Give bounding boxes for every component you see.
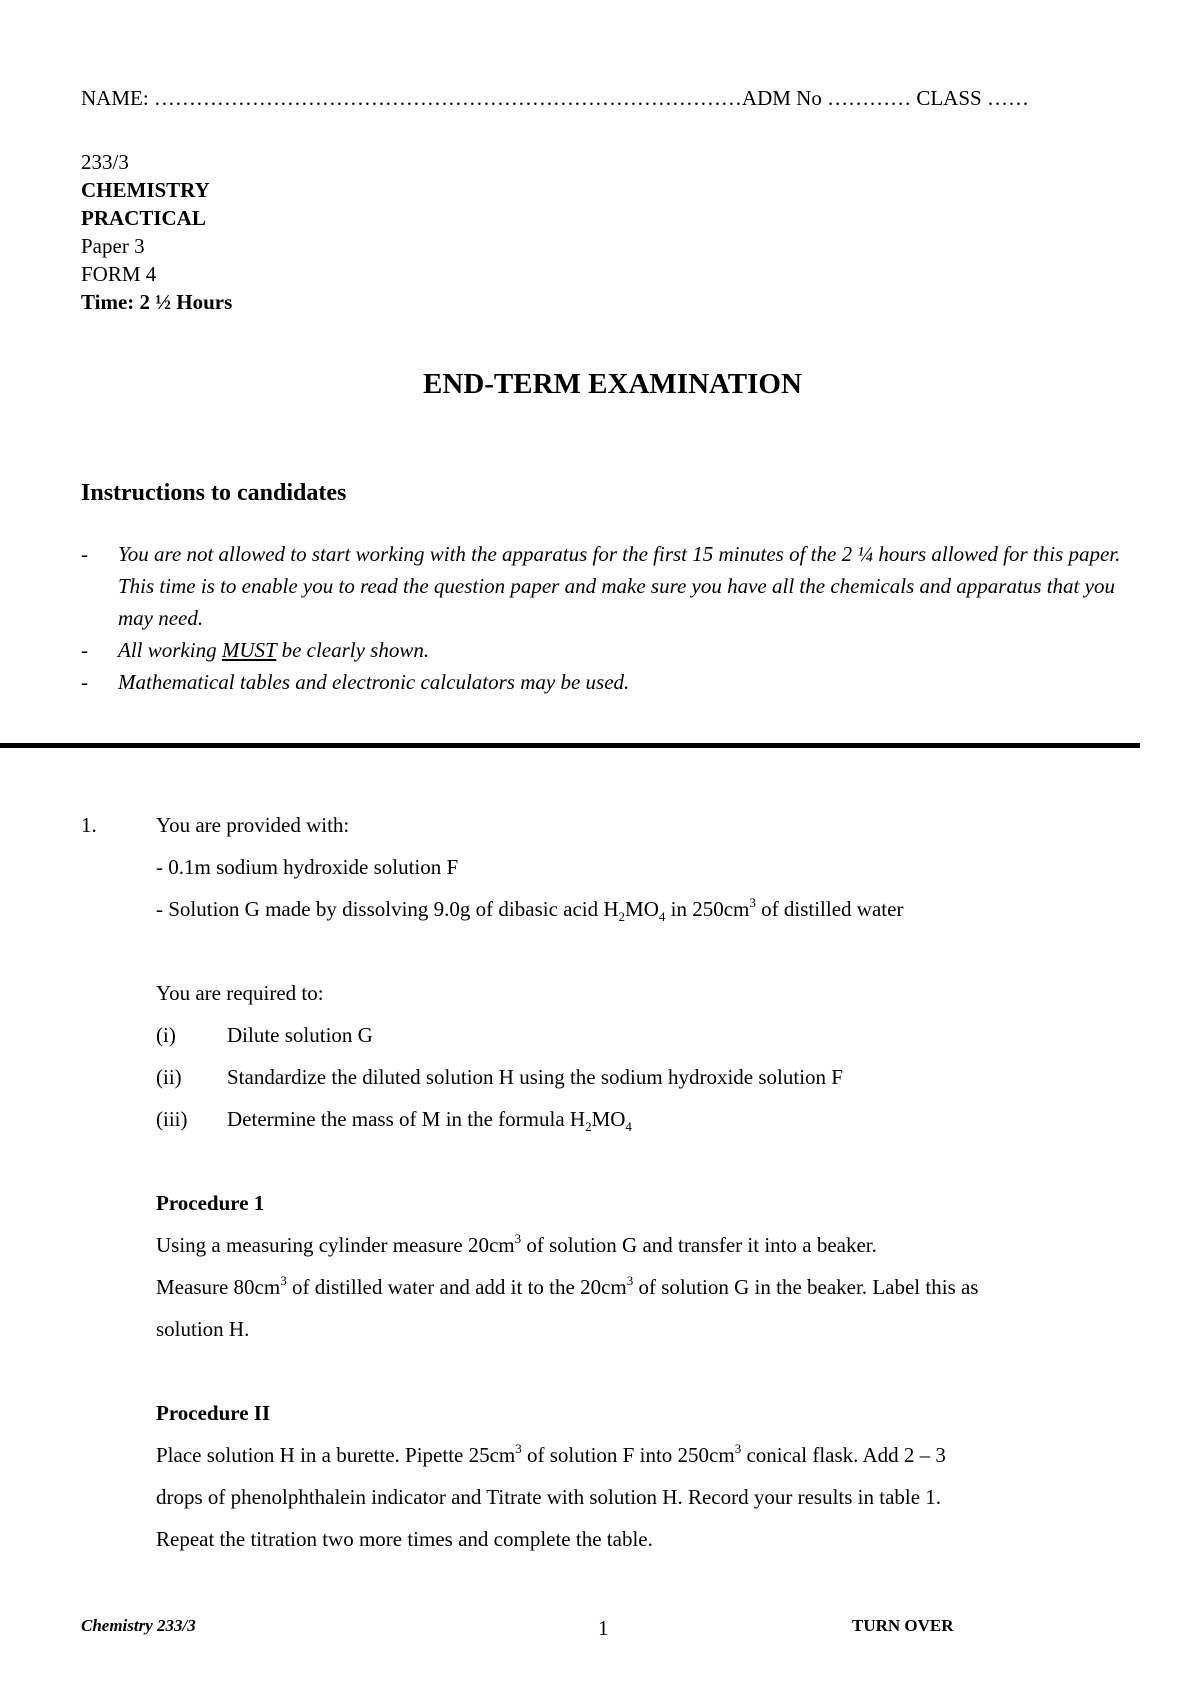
text: of solution G in the beaker. Label this as [633,1275,979,1299]
provided-item: - 0.1m sodium hydroxide solution F [156,855,459,879]
page-number: 1 [598,1616,609,1640]
superscript: 3 [280,1273,287,1288]
provided-intro: You are provided with: [156,813,350,837]
instructions-list [81,538,1141,698]
superscript: 3 [514,1231,522,1246]
requirement-text: Determine the mass of M in the formula H [227,1107,586,1131]
time-allowed: Time: 2 ½ Hours [81,290,233,314]
requirement-number: (ii) [156,1065,182,1089]
procedure-1-line [156,1275,978,1300]
question-number: 1. [81,813,97,837]
turn-over-label: TURN OVER [852,1616,954,1635]
subject: CHEMISTRY [81,178,210,202]
bullet-dash: - [81,670,88,694]
instruction-text: You are not allowed to start working with the apparatus for the first 15 minutes of the 2 ¼ hours allowed for this paper. This time is to enable you to read the question paper and make sure you have all the chemicals and apparatus that you may need. [118,542,1121,630]
procedure-1-line: solution H. [156,1317,250,1341]
text: Measure 80cm [156,1275,281,1299]
text: of distilled water and add it to the 20cm [286,1275,627,1299]
bullet-dash: - [81,638,88,662]
instruction-item [81,666,1141,698]
form-level: FORM 4 [81,262,157,286]
instruction-item [81,634,1141,666]
requirement-text: Standardize the diluted solution H using the sodium hydroxide solution F [227,1065,843,1089]
text: Place solution H in a burette. Pipette 25cm [156,1443,516,1467]
paper-number: Paper 3 [81,234,145,258]
superscript: 3 [515,1441,522,1456]
text: of solution G and transfer it into a beaker. [521,1233,877,1257]
text: conical flask. Add 2 – 3 [741,1443,946,1467]
instruction-text-pre: All working [118,638,222,662]
procedure-2-line: drops of phenolphthalein indicator and Titrate with solution H. Record your results in table 1. [156,1485,942,1509]
requirement-item [156,1065,843,1090]
subscript: 2 [618,909,626,924]
requirement-text: Dilute solution G [227,1023,373,1047]
text: MO [591,1107,626,1131]
bullet-dash: - [81,542,88,566]
page-title: END-TERM EXAMINATION [423,368,802,400]
instruction-text-post: be clearly shown. [276,638,430,662]
required-intro: You are required to: [156,981,324,1005]
text: of solution F into 250cm [521,1443,735,1467]
superscript: 3 [626,1273,634,1288]
name-adm-class-line: NAME: …………………………………………………………………………ADM No ………… CLASS …… [81,86,1029,110]
superscript: 3 [734,1441,742,1456]
text: - Solution G made by dissolving 9.0g of dibasic acid H [156,897,619,921]
instruction-item [81,538,1141,634]
procedure-2-line: Repeat the titration two more times and complete the table. [156,1527,653,1551]
paper-code: 233/3 [81,150,129,174]
provided-item [156,897,903,922]
procedure-2-line [156,1443,946,1468]
superscript: 3 [749,895,756,910]
instruction-text: Mathematical tables and electronic calculators may be used. [118,670,630,694]
section-divider [0,743,1140,748]
text: in 250cm [665,897,750,921]
requirement-item [156,1107,632,1132]
text: MO [625,897,659,921]
instruction-emphasis: MUST [221,638,277,662]
footer-subject: Chemistry 233/3 [81,1616,196,1635]
requirement-number: (i) [156,1023,176,1047]
paper-type: PRACTICAL [81,206,206,230]
subscript: 4 [625,1119,632,1134]
procedure-2-heading: Procedure II [156,1401,271,1425]
procedure-1-heading: Procedure 1 [156,1191,265,1215]
requirement-number: (iii) [156,1107,188,1131]
text: of distilled water [755,897,904,921]
text: Using a measuring cylinder measure 20cm [156,1233,515,1257]
paper-info [81,148,232,316]
instructions-heading: Instructions to candidates [81,480,347,506]
subscript: 2 [585,1119,592,1134]
subscript: 4 [658,909,666,924]
requirement-item [156,1023,373,1048]
procedure-1-line [156,1233,877,1258]
